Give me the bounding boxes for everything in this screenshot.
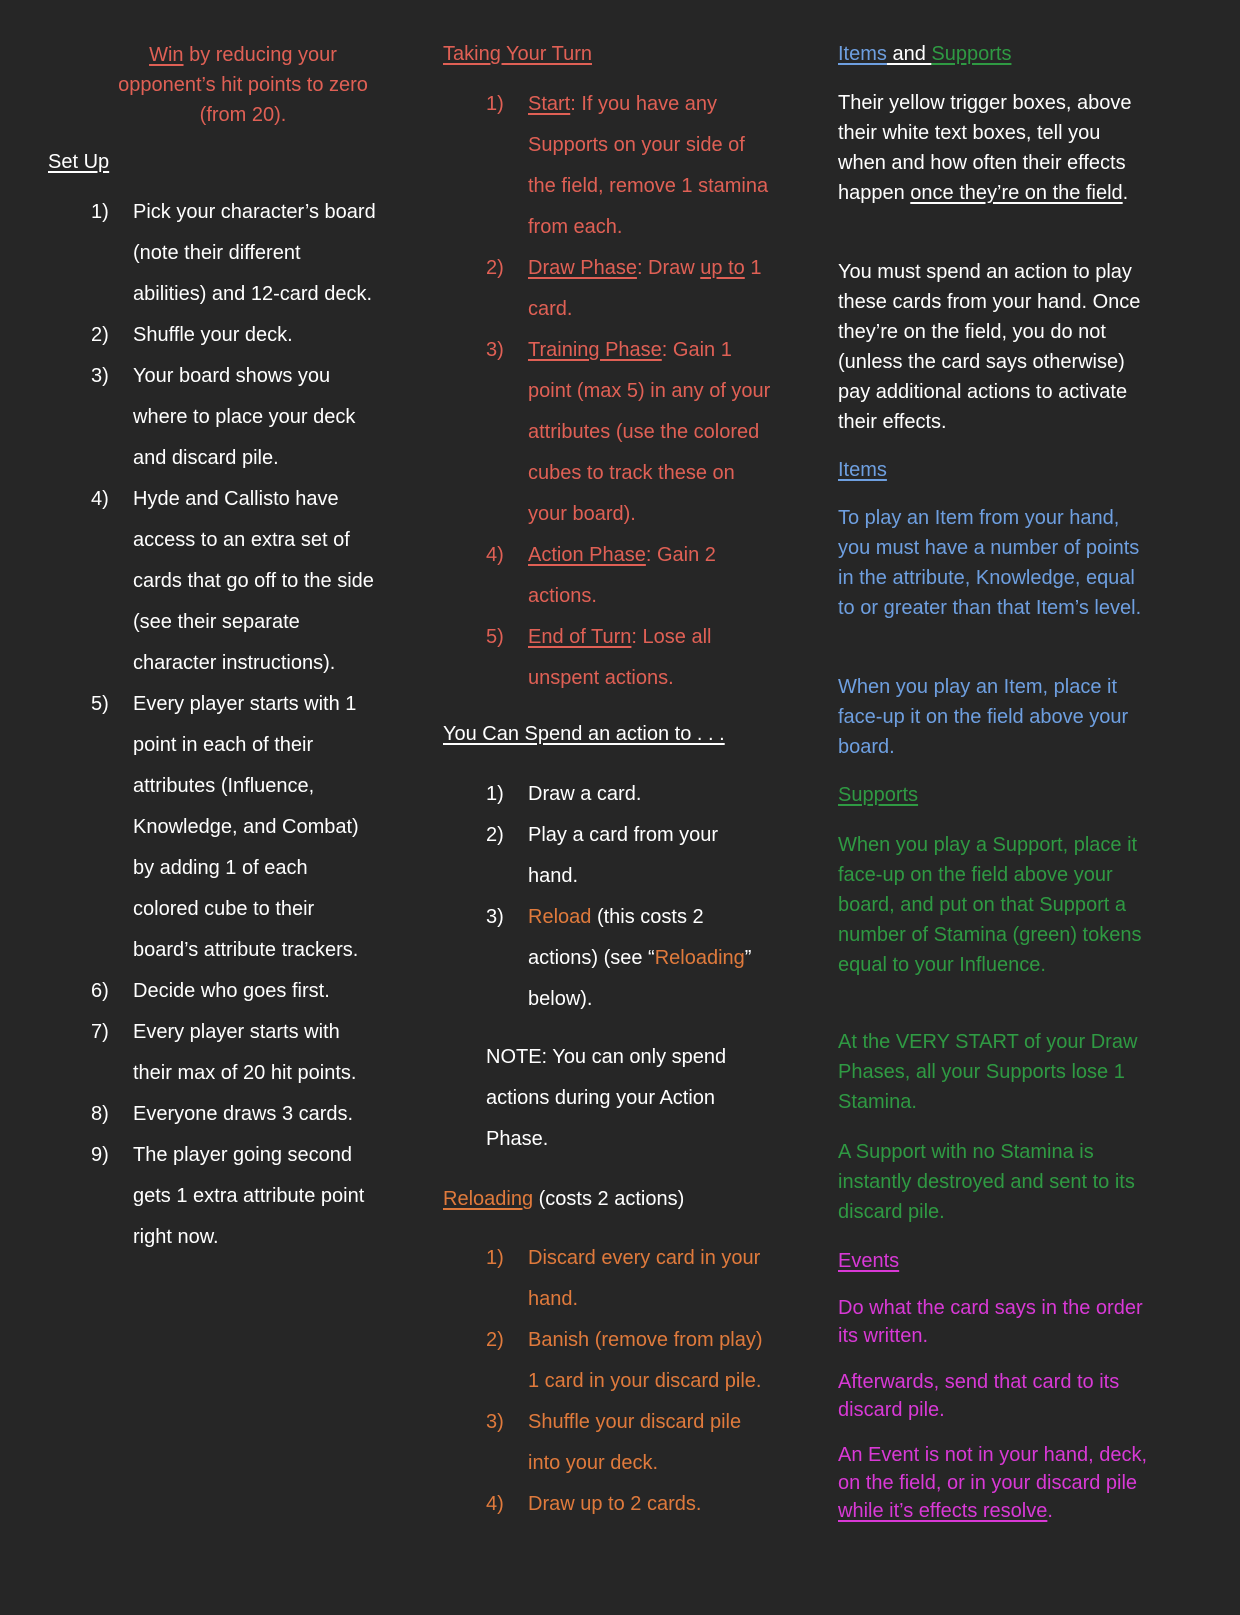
- step-text: Draw up to 2 cards.: [528, 1493, 702, 1515]
- step-text: Banish (remove from play) 1 card in your discard pile.: [528, 1329, 763, 1392]
- spend-action-paragraph: You must spend an action to play these cards from your hand. Once they’re on the field, you do not (unless the card says otherwise) pay additional actions to activate their effects.: [838, 261, 1141, 433]
- step-text: Decide who goes first.: [133, 980, 330, 1002]
- step-text: (this costs 2 actions) (see “: [528, 906, 704, 969]
- step-label: Draw Phase: [528, 257, 637, 279]
- supports-heading: [838, 781, 918, 809]
- list-item: [48, 971, 378, 1012]
- step-number: 3): [486, 1411, 504, 1433]
- turn-steps: [443, 84, 773, 699]
- step-text: Draw a card.: [528, 783, 642, 805]
- step-number: 5): [91, 693, 109, 715]
- step-label: End of Turn: [528, 626, 632, 648]
- step-number: 2): [91, 324, 109, 346]
- supports-heading-text: Supports: [838, 784, 919, 806]
- turn-heading-text: Taking Your Turn: [443, 43, 592, 65]
- step-text: Pick your character’s board (note their different abilities) and 12-card deck.: [133, 201, 376, 305]
- step-text: Discard every card in your hand.: [528, 1247, 761, 1310]
- step-text: Shuffle your discard pile into your deck.: [528, 1411, 742, 1474]
- items-supports-heading: [838, 40, 1011, 68]
- events-heading: [838, 1247, 899, 1275]
- list-item: [443, 1484, 773, 1525]
- step-number: 6): [91, 980, 109, 1002]
- list-item: [443, 1238, 773, 1320]
- spend-heading-text: You Can Spend an action to . . .: [443, 723, 725, 745]
- items-heading: [838, 456, 887, 484]
- paragraph-emphasis: once they’re on the field: [910, 182, 1123, 204]
- step-number: 2): [486, 824, 504, 846]
- note-text: NOTE: You can only spend actions during your Action Phase.: [486, 1046, 727, 1150]
- step-label: Action Phase: [528, 544, 646, 566]
- step-text: Every player starts with 1 point in each of their attributes (Influence, Knowledge, and Combat) by adding 1 of each colored cube to their board’s attribute trackers.: [133, 693, 359, 961]
- spend-steps: [443, 774, 773, 1020]
- items-paragraph-1: To play an Item from your hand, you must have a number of points in the attribute, Knowledge, equal to or greater than that Item’s level.: [838, 507, 1142, 619]
- step-number: 3): [486, 906, 504, 928]
- step-number: 3): [91, 365, 109, 387]
- reloading-heading-word: Reloading: [443, 1188, 534, 1210]
- step-text: : Gain 2 actions.: [528, 544, 716, 607]
- list-item: [48, 1135, 378, 1258]
- step-number: 8): [91, 1103, 109, 1125]
- heading-items-word: Items: [838, 43, 887, 65]
- step-number: 4): [486, 1493, 504, 1515]
- paragraph-text: .: [1122, 182, 1129, 204]
- items-heading-text: Items: [838, 459, 887, 481]
- reloading-steps: [443, 1238, 773, 1525]
- step-number: 1): [91, 201, 109, 223]
- list-item: [443, 815, 773, 897]
- step-number: 4): [91, 488, 109, 510]
- heading-and-word: and: [886, 43, 932, 65]
- supports-paragraph-3: A Support with no Stamina is instantly destroyed and sent to its discard pile.: [838, 1141, 1135, 1223]
- setup-heading: [48, 148, 109, 176]
- step-text: Shuffle your deck.: [133, 324, 293, 346]
- list-item: [48, 315, 378, 356]
- step-text: Every player starts with their max of 20 hit points.: [133, 1021, 357, 1084]
- list-item: [443, 84, 773, 248]
- win-word: Win: [149, 44, 184, 66]
- step-number: 7): [91, 1021, 109, 1043]
- events-paragraph-1: Do what the card says in the order its written.: [838, 1297, 1143, 1347]
- events-heading-text: Events: [838, 1250, 900, 1272]
- setup-steps: [48, 192, 378, 1258]
- step-number: 1): [486, 1247, 504, 1269]
- win-text: by reducing your opponent’s hit points to zero (from 20).: [118, 44, 368, 126]
- step-number: 9): [91, 1144, 109, 1166]
- step-text: Hyde and Callisto have access to an extra set of cards that go off to the side (see their separate character instructions).: [133, 488, 374, 674]
- setup-heading-text: Set Up: [48, 151, 110, 173]
- step-number: 2): [486, 257, 504, 279]
- list-item: [48, 356, 378, 479]
- list-item: [48, 192, 378, 315]
- reloading-heading-rest: (costs 2 actions): [533, 1188, 685, 1210]
- step-text: : Draw: [636, 257, 701, 279]
- list-item: [443, 1320, 773, 1402]
- paragraph-text: An Event is not in your hand, deck, on the field, or in your discard pile: [838, 1444, 1148, 1494]
- step-text: : Lose all unspent actions.: [528, 626, 712, 689]
- spend-heading: [443, 720, 725, 748]
- step-text: Your board shows you where to place your deck and discard pile.: [133, 365, 356, 469]
- step-text: The player going second gets 1 extra attribute point right now.: [133, 1144, 365, 1248]
- list-item: [48, 1094, 378, 1135]
- items-paragraph-2: When you play an Item, place it face-up it on the field above your board.: [838, 676, 1129, 758]
- step-text: ” below).: [528, 947, 752, 1010]
- step-number: 4): [486, 544, 504, 566]
- step-text: : Gain 1 point (max 5) in any of your attributes (use the colored cubes to track these on your board).: [528, 339, 771, 525]
- step-number: 2): [486, 1329, 504, 1351]
- list-item: [48, 1012, 378, 1094]
- list-item: [443, 535, 773, 617]
- supports-paragraph-1: When you play a Support, place it face-up on the field above your board, and put on that Support a number of Stamina (green) tokens equal to your Influence.: [838, 834, 1142, 976]
- list-item: [443, 774, 773, 815]
- supports-paragraph-2: At the VERY START of your Draw Phases, all your Supports lose 1 Stamina.: [838, 1031, 1138, 1113]
- step-number: 1): [486, 93, 504, 115]
- turn-heading: [443, 40, 592, 68]
- step-emphasis: up to: [700, 257, 745, 279]
- paragraph-text: Their yellow trigger boxes, above their white text boxes, tell you when and how often their effects happen: [838, 92, 1132, 204]
- step-label: Start: [528, 93, 571, 115]
- paragraph-text: .: [1047, 1500, 1053, 1522]
- win-condition: [108, 40, 378, 130]
- heading-supports-word: Supports: [931, 43, 1012, 65]
- events-paragraph-3: [838, 1441, 1148, 1525]
- step-text: 1 card.: [528, 257, 762, 320]
- reloading-reference: Reloading: [654, 947, 745, 969]
- reloading-heading: [443, 1185, 684, 1213]
- list-item: [443, 330, 773, 535]
- step-number: 5): [486, 626, 504, 648]
- step-text: : If you have any Supports on your side of the field, remove 1 stamina from each.: [528, 93, 769, 238]
- step-label: Training Phase: [528, 339, 662, 361]
- trigger-boxes-paragraph: [838, 88, 1148, 208]
- step-number: 1): [486, 783, 504, 805]
- step-text: Play a card from your hand.: [528, 824, 719, 887]
- list-item: [443, 617, 773, 699]
- list-item: [48, 684, 378, 971]
- list-item: [48, 479, 378, 684]
- paragraph-emphasis: while it’s effects resolve: [838, 1500, 1048, 1522]
- step-number: 3): [486, 339, 504, 361]
- list-item: [443, 248, 773, 330]
- list-item: [443, 897, 773, 1020]
- step-text: Everyone draws 3 cards.: [133, 1103, 354, 1125]
- list-item: [443, 1402, 773, 1484]
- reload-label: Reload: [528, 906, 592, 928]
- events-paragraph-2: Afterwards, send that card to its discard pile.: [838, 1371, 1120, 1421]
